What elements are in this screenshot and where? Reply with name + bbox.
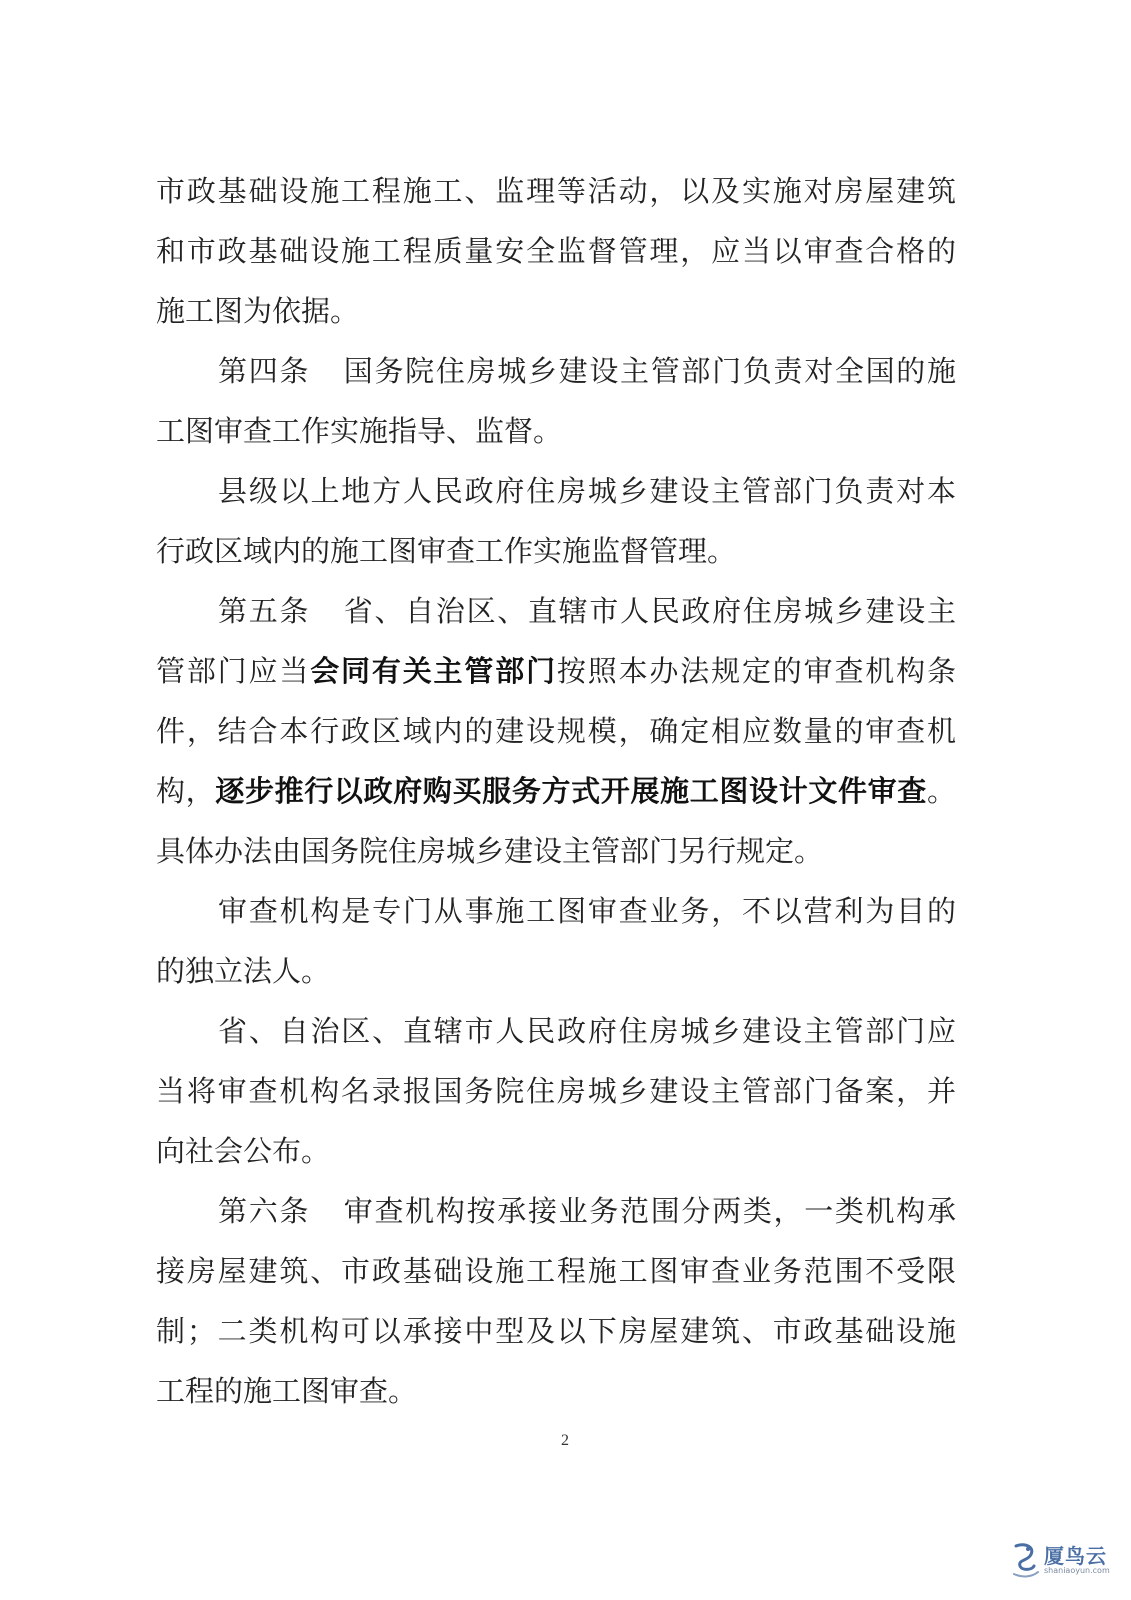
emphasis-text: 会同有关主管部门 bbox=[310, 654, 557, 688]
emphasis-text: 逐步推行以政府购买服务方式开展施工图设计文件审查 bbox=[215, 774, 927, 808]
article-number: 第六条 bbox=[218, 1194, 311, 1228]
text-line: 市政基础设施工程施工、监理等活动，以及实施对房屋建筑 bbox=[156, 174, 956, 208]
text-line: 管部门应当会同有关主管部门按照本办法规定的审查机构条 bbox=[156, 654, 956, 688]
article-6-heading-line: 第六条 审查机构按承接业务范围分两类，一类机构承 bbox=[218, 1194, 956, 1228]
page-number: 2 bbox=[561, 1432, 569, 1449]
text-line: 当将审查机构名录报国务院住房城乡建设主管部门备案，并 bbox=[156, 1074, 956, 1108]
text-line: 和市政基础设施工程质量安全监督管理，应当以审查合格的 bbox=[156, 234, 956, 268]
text-line: 制；二类机构可以承接中型及以下房屋建筑、市政基础设施 bbox=[156, 1314, 956, 1348]
bird-logo-icon bbox=[1008, 1540, 1042, 1580]
text-line: 向社会公布。 bbox=[156, 1134, 331, 1168]
watermark-name: 厦鸟云 bbox=[1044, 1544, 1107, 1568]
text-line: 县级以上地方人民政府住房城乡建设主管部门负责对本 bbox=[218, 474, 956, 508]
text-line: 施工图为依据。 bbox=[156, 294, 360, 328]
text-line: 的独立法人。 bbox=[156, 954, 331, 988]
article-5-heading-line: 第五条 省、自治区、直辖市人民政府住房城乡建设主 bbox=[218, 594, 956, 628]
watermark bbox=[1008, 1538, 1118, 1586]
text-line: 构，逐步推行以政府购买服务方式开展施工图设计文件审查。 bbox=[156, 774, 956, 808]
text-line: 工图审查工作实施指导、监督。 bbox=[156, 414, 563, 448]
watermark-url: shaniaoyun.com bbox=[1044, 1566, 1110, 1575]
article-number: 第五条 bbox=[218, 594, 311, 628]
text-line: 审查机构是专门从事施工图审查业务，不以营利为目的 bbox=[218, 894, 956, 928]
article-4-heading-line: 第四条 国务院住房城乡建设主管部门负责对全国的施 bbox=[218, 354, 956, 388]
text-line: 工程的施工图审查。 bbox=[156, 1374, 418, 1408]
text-line: 件，结合本行政区域内的建设规模，确定相应数量的审查机 bbox=[156, 714, 956, 748]
text-line: 省、自治区、直辖市人民政府住房城乡建设主管部门应 bbox=[218, 1014, 956, 1048]
article-number: 第四条 bbox=[218, 354, 311, 388]
text-line: 具体办法由国务院住房城乡建设主管部门另行规定。 bbox=[156, 834, 824, 868]
text-line: 行政区域内的施工图审查工作实施监督管理。 bbox=[156, 534, 737, 568]
text-line: 接房屋建筑、市政基础设施工程施工图审查业务范围不受限 bbox=[156, 1254, 956, 1288]
